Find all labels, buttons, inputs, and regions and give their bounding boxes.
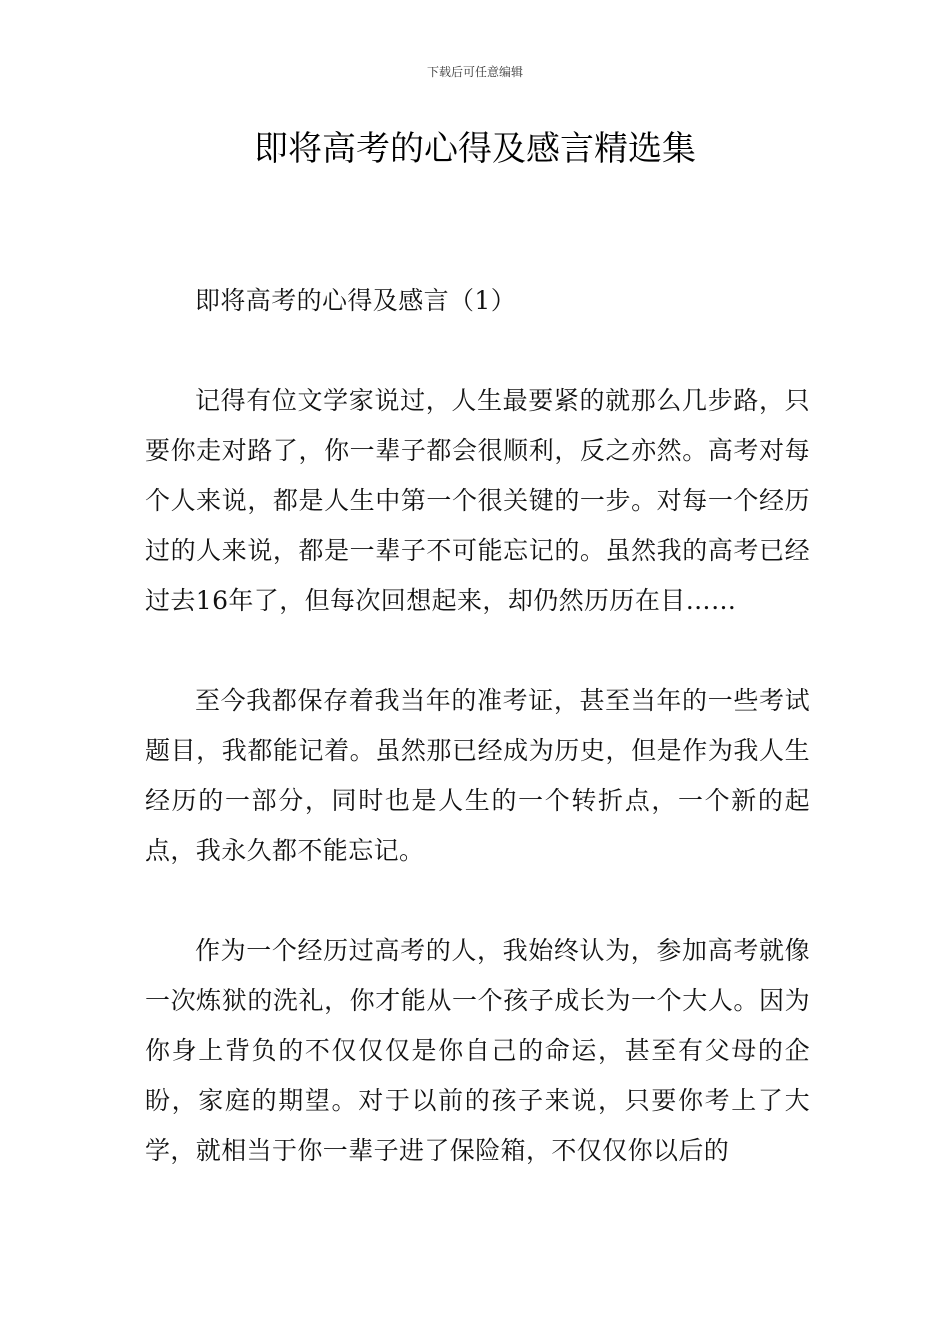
section-heading: 即将高考的心得及感言（1） [195,286,517,315]
paragraph-3: 作为一个经历过高考的人，我始终认为，参加高考就像一次炼狱的洗礼，你才能从一个孩子成长为一个大人。因为你身上背负的不仅仅仅是你自己的命运，甚至有父母的企盼，家庭的期望。对于以前的孩子来说，只要你考上了大学，就相当于你一辈子进了保险箱，不仅仅你以后的 [145,936,810,1165]
document-title: 即将高考的心得及感言精选集 [254,129,696,169]
document-body [145,276,810,1226]
header-note: 下载后可任意编辑 [426,65,523,79]
paragraph-1: 记得有位文学家说过，人生最要紧的就那么几步路，只要你走对路了，你一辈子都会很顺利，反之亦然。高考对每个人来说，都是人生中第一个很关键的一步。对每一个经历过的人来说，都是一辈子不可能忘记的。虽然我的高考已经过去16年了，但每次回想起来，却仍然历历在目…… [145,386,810,615]
paragraph-2: 至今我都保存着我当年的准考证，甚至当年的一些考试题目，我都能记着。虽然那已经成为历史，但是作为我人生经历的一部分，同时也是人生的一个转折点，一个新的起点，我永久都不能忘记。 [145,686,810,865]
